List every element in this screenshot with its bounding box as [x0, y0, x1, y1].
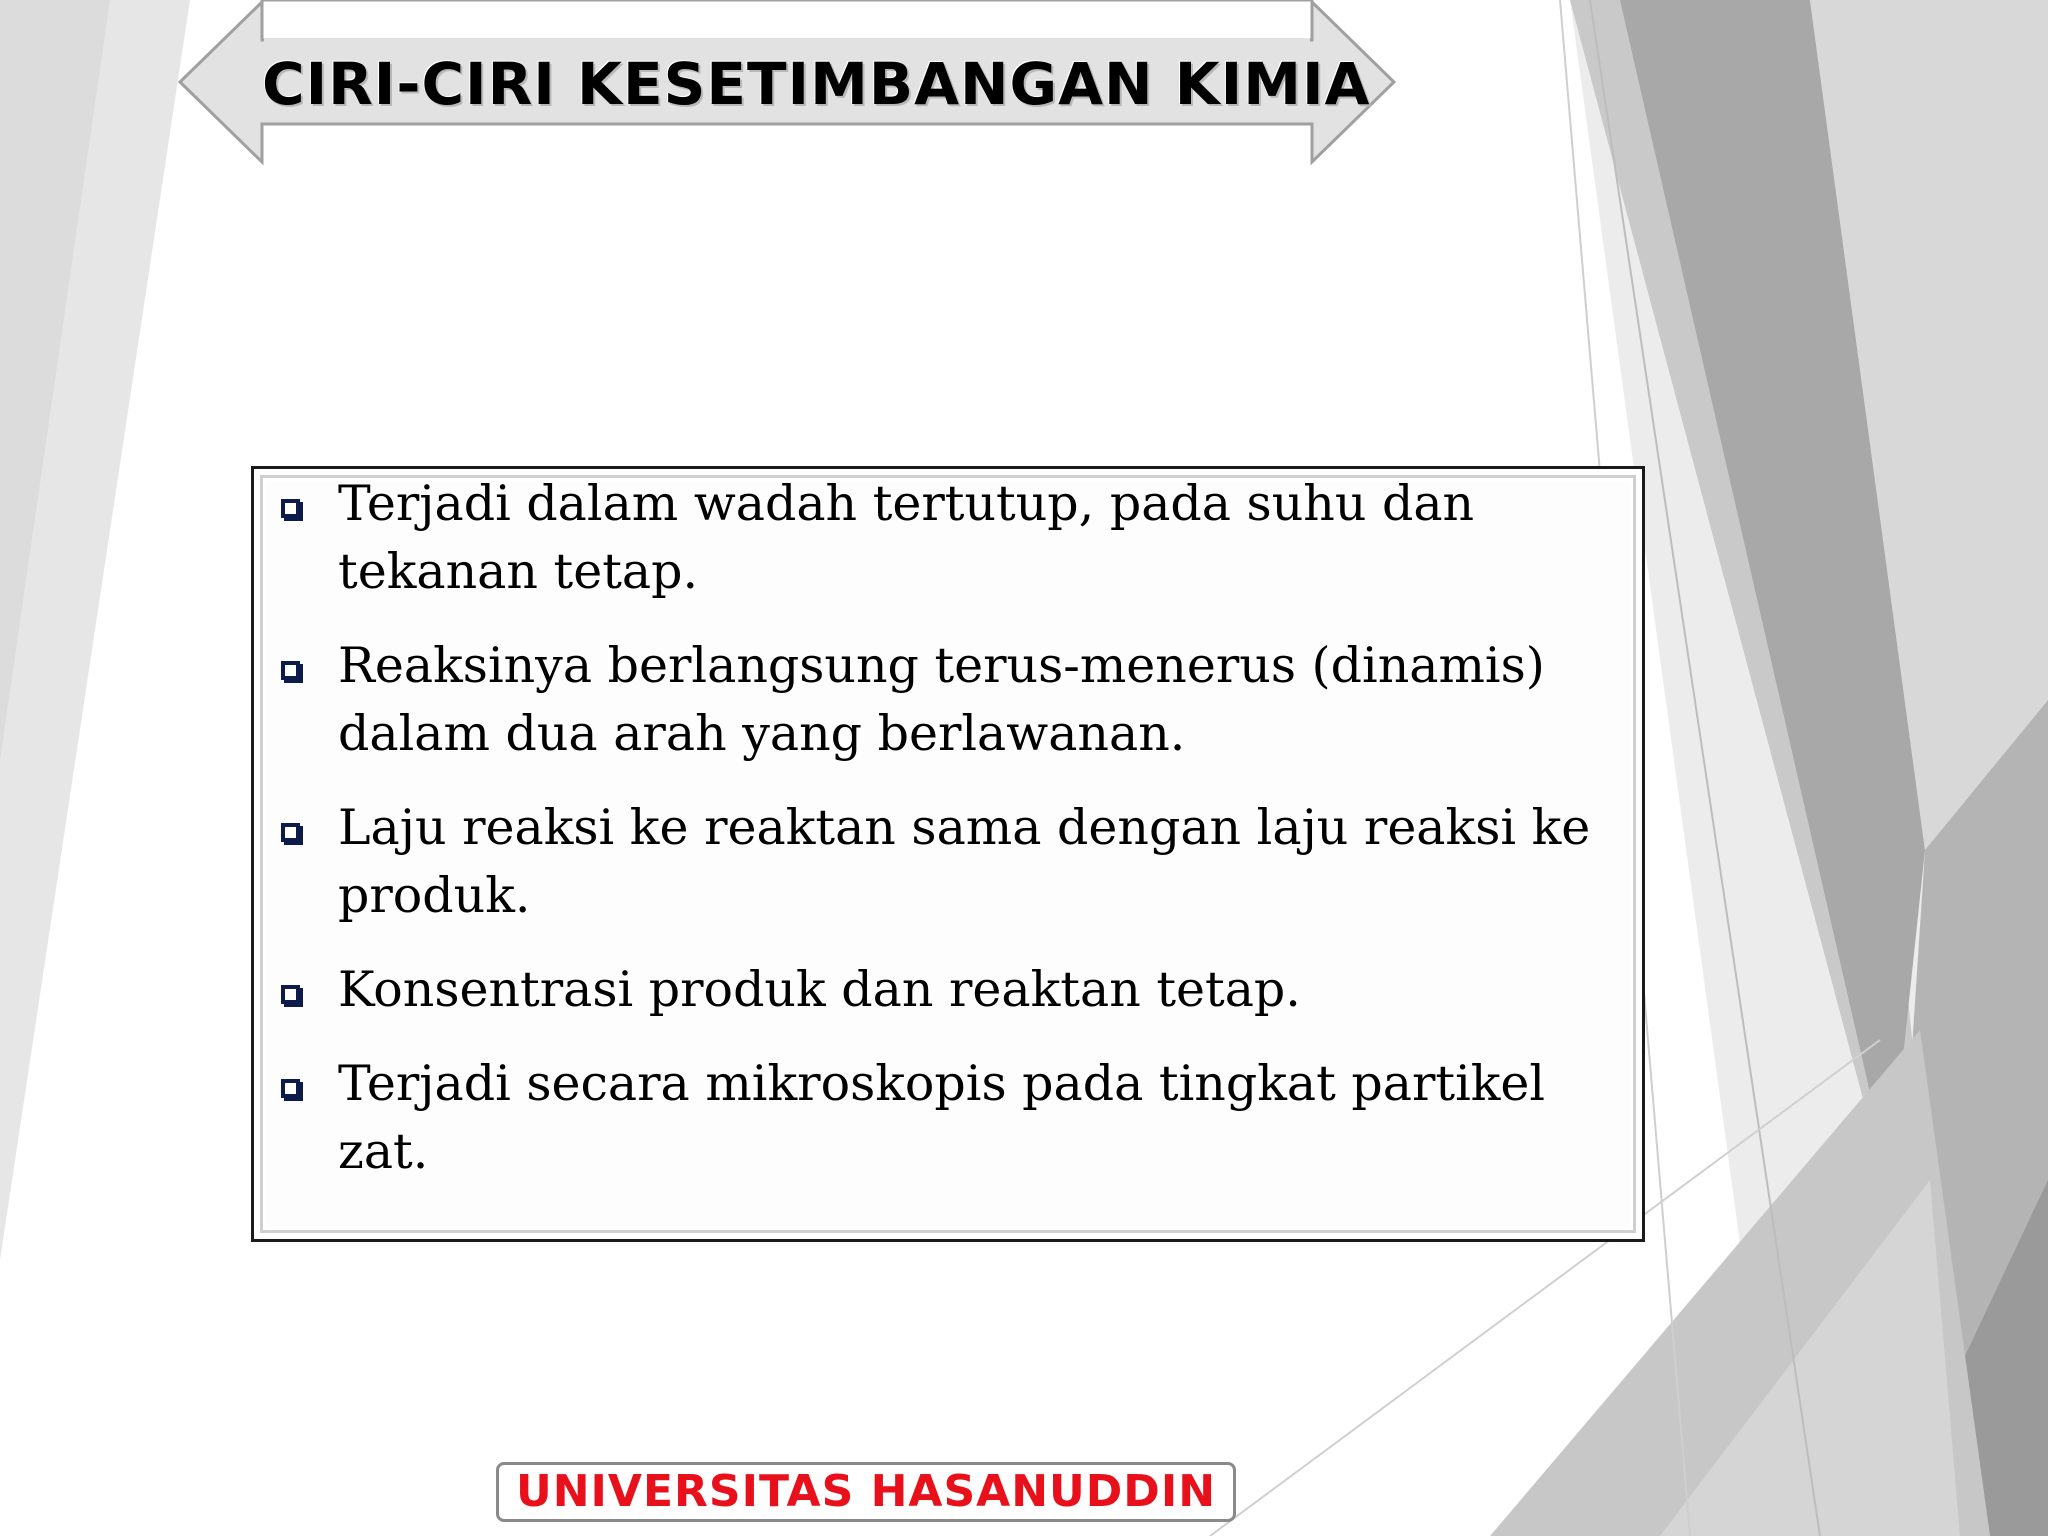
hollow-square-bullet-icon — [281, 661, 300, 680]
list-item — [272, 470, 1632, 606]
slide-title: CIRI-CIRI KESETIMBANGAN KIMIA — [262, 50, 1371, 118]
bullet-text: Terjadi dalam wadah tertutup, pada suhu dan tekanan tetap. — [338, 475, 1475, 600]
university-footer: UNIVERSITAS HASANUDDIN — [496, 1462, 1236, 1522]
bullet-list — [272, 470, 1632, 1212]
bullet-text: Konsentrasi produk dan reaktan tetap. — [338, 961, 1301, 1018]
bullet-text: Laju reaksi ke reaktan sama dengan laju reaksi ke produk. — [338, 799, 1591, 924]
list-item — [272, 956, 1632, 1024]
list-item — [272, 794, 1632, 930]
bullet-text: Reaksinya berlangsung terus-menerus (dinamis) dalam dua arah yang berlawanan. — [338, 637, 1545, 762]
hollow-square-bullet-icon — [281, 985, 300, 1004]
bullet-text: Terjadi secara mikroskopis pada tingkat partikel zat. — [338, 1055, 1546, 1180]
hollow-square-bullet-icon — [281, 499, 300, 518]
list-item — [272, 632, 1632, 768]
list-item — [272, 1050, 1632, 1186]
hollow-square-bullet-icon — [281, 823, 300, 842]
hollow-square-bullet-icon — [281, 1079, 300, 1098]
